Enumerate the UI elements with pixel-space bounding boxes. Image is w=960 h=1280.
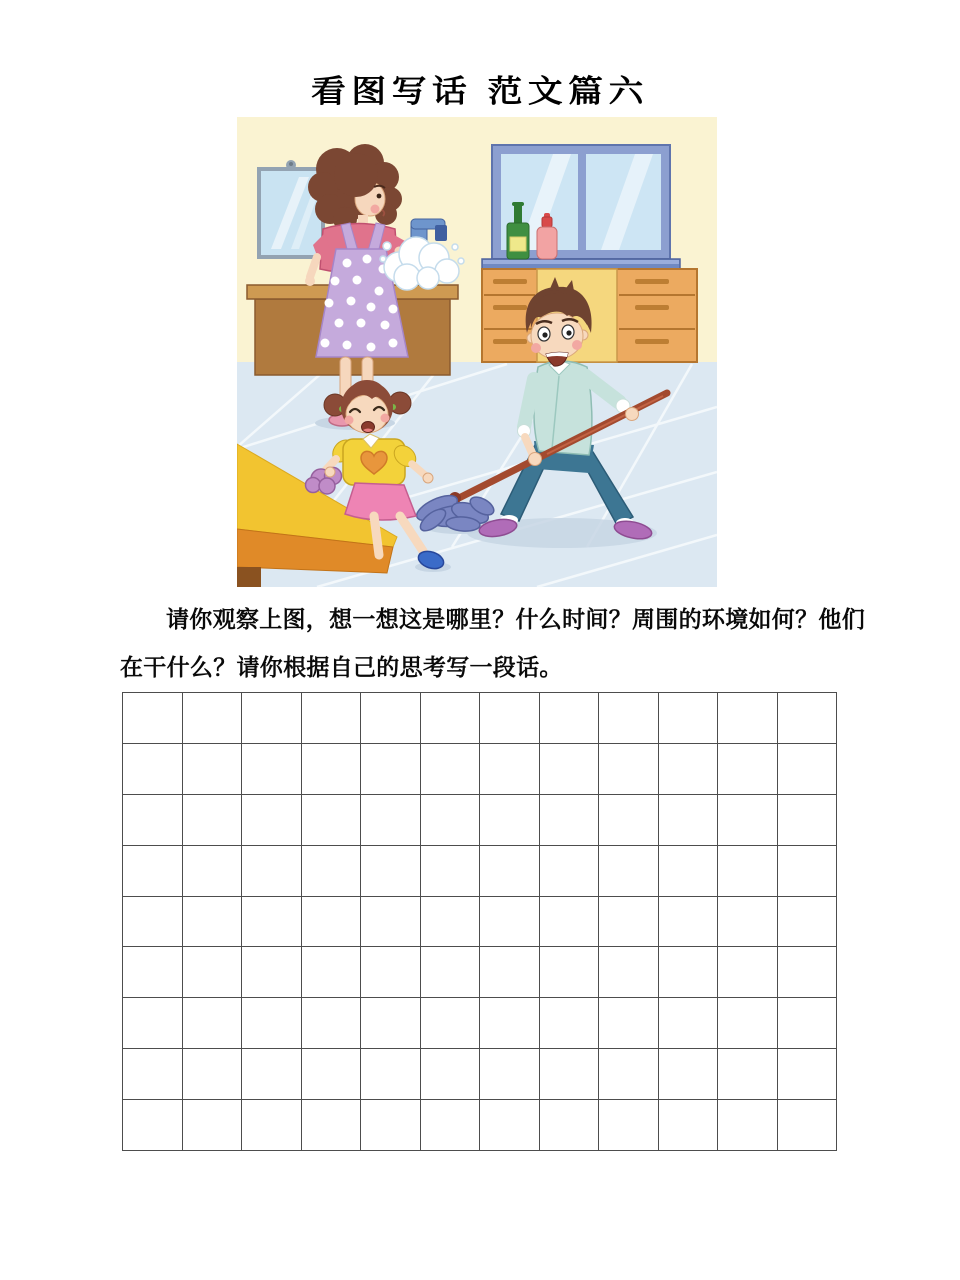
grid-cell xyxy=(718,947,778,998)
grid-cell xyxy=(599,1049,659,1100)
grid-cell xyxy=(421,998,481,1049)
grid-cell xyxy=(599,998,659,1049)
grid-cell xyxy=(302,795,362,846)
instruction-line-2: 在干什么？请你根据自己的思考写一段话。 xyxy=(120,654,563,680)
grid-cell xyxy=(540,947,600,998)
grid-cell xyxy=(421,947,481,998)
grid-cell xyxy=(480,795,540,846)
illustration xyxy=(237,117,717,587)
grid-cell xyxy=(183,947,243,998)
grid-cell xyxy=(540,744,600,795)
grid-cell xyxy=(421,846,481,897)
grid-cell xyxy=(361,1100,421,1151)
grid-cell xyxy=(183,744,243,795)
grid-cell xyxy=(659,693,719,744)
grid-cell xyxy=(540,846,600,897)
grid-cell xyxy=(659,998,719,1049)
grid-cell xyxy=(123,1049,183,1100)
grid-cell xyxy=(183,1049,243,1100)
grid-cell xyxy=(242,998,302,1049)
grid-cell xyxy=(778,846,838,897)
grid-cell xyxy=(123,998,183,1049)
grid-cell xyxy=(421,693,481,744)
grid-cell xyxy=(480,897,540,948)
grid-cell xyxy=(599,693,659,744)
grid-cell xyxy=(361,947,421,998)
grid-cell xyxy=(480,998,540,1049)
grid-cell xyxy=(361,846,421,897)
grid-cell xyxy=(361,795,421,846)
grid-cell xyxy=(123,947,183,998)
grid-cell xyxy=(421,897,481,948)
grid-cell xyxy=(599,846,659,897)
grid-cell xyxy=(599,795,659,846)
grid-cell xyxy=(480,846,540,897)
grid-cell xyxy=(302,897,362,948)
grid-cell xyxy=(480,693,540,744)
grid-cell xyxy=(659,1049,719,1100)
grid-cell xyxy=(302,1049,362,1100)
grid-cell xyxy=(302,693,362,744)
grid-cell xyxy=(540,1049,600,1100)
grid-cell xyxy=(123,744,183,795)
grid-cell xyxy=(778,744,838,795)
grid-cell xyxy=(659,795,719,846)
grid-cell xyxy=(123,846,183,897)
grid-cell xyxy=(778,795,838,846)
grid-cell xyxy=(778,1049,838,1100)
grid-cell xyxy=(242,947,302,998)
grid-cell xyxy=(302,998,362,1049)
grid-cell xyxy=(718,1100,778,1151)
grid-cell xyxy=(778,897,838,948)
grid-cell xyxy=(599,744,659,795)
grid-cell xyxy=(302,1100,362,1151)
grid-cell xyxy=(718,744,778,795)
grid-cell xyxy=(242,744,302,795)
grid-cell xyxy=(302,846,362,897)
grid-cell xyxy=(718,998,778,1049)
grid-cell xyxy=(718,1049,778,1100)
grid-cell xyxy=(242,693,302,744)
grid-cell xyxy=(242,1100,302,1151)
grid-cell xyxy=(480,744,540,795)
grid-cell xyxy=(242,897,302,948)
grid-cell xyxy=(778,947,838,998)
grid-cell xyxy=(183,846,243,897)
grid-cell xyxy=(540,1100,600,1151)
grid-cell xyxy=(123,795,183,846)
grid-cell xyxy=(361,693,421,744)
grid-cell xyxy=(540,795,600,846)
grid-cell xyxy=(421,1100,481,1151)
grid-cell xyxy=(183,693,243,744)
grid-cell xyxy=(421,1049,481,1100)
grid-cell xyxy=(242,846,302,897)
grid-cell xyxy=(480,1100,540,1151)
grid-cell xyxy=(718,795,778,846)
writing-grid xyxy=(122,692,837,1151)
grid-cell xyxy=(778,693,838,744)
grid-cell xyxy=(718,897,778,948)
instruction-line-1: 请你观察上图，想一想这是哪里？什么时间？周围的环境如何？他们 xyxy=(166,606,865,632)
grid-cell xyxy=(361,744,421,795)
grid-cell xyxy=(778,1100,838,1151)
grid-cell xyxy=(718,846,778,897)
grid-cell xyxy=(659,846,719,897)
grid-cell xyxy=(540,897,600,948)
grid-cell xyxy=(421,795,481,846)
grid-cell xyxy=(123,1100,183,1151)
grid-cell xyxy=(778,998,838,1049)
grid-cell xyxy=(361,897,421,948)
grid-cell xyxy=(599,947,659,998)
grid-cell xyxy=(302,947,362,998)
grid-cell xyxy=(361,998,421,1049)
grid-cell xyxy=(183,998,243,1049)
grid-cell xyxy=(421,744,481,795)
grid-cell xyxy=(659,897,719,948)
grid-cell xyxy=(242,795,302,846)
grid-cell xyxy=(183,795,243,846)
grid-cell xyxy=(183,1100,243,1151)
grid-cell xyxy=(123,693,183,744)
grid-cell xyxy=(659,947,719,998)
grid-cell xyxy=(361,1049,421,1100)
grid-cell xyxy=(480,947,540,998)
grid-cell xyxy=(183,897,243,948)
grid-cell xyxy=(599,897,659,948)
grid-cell xyxy=(659,744,719,795)
grid-cell xyxy=(302,744,362,795)
grid-cell xyxy=(599,1100,659,1151)
grid-cell xyxy=(540,693,600,744)
wall-mirror xyxy=(259,160,323,257)
grid-cell xyxy=(242,1049,302,1100)
page-title: 看图写话 范文篇六 xyxy=(311,74,649,109)
grid-cell xyxy=(659,1100,719,1151)
grid-cell xyxy=(540,998,600,1049)
grid-cell xyxy=(480,1049,540,1100)
grid-cell xyxy=(718,693,778,744)
grid-cell xyxy=(123,897,183,948)
